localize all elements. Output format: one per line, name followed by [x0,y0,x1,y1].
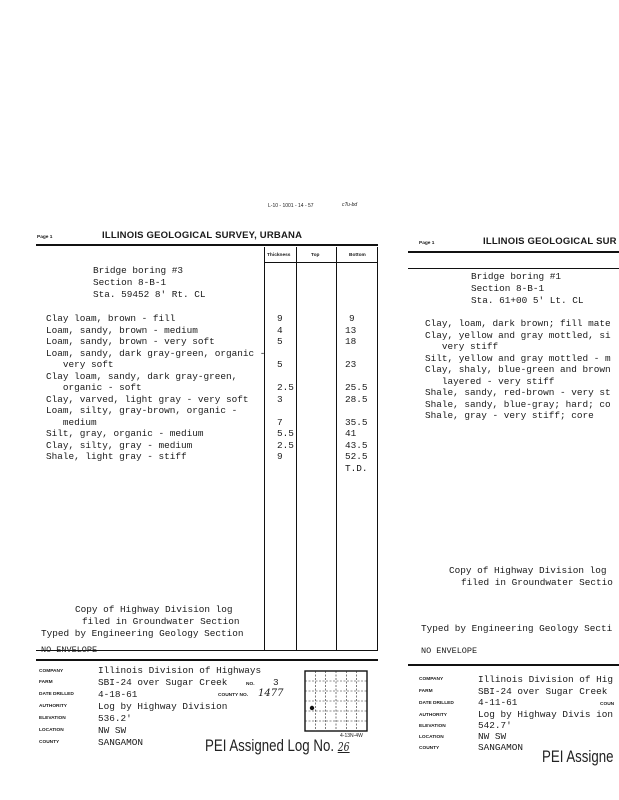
column-header-rule [408,268,619,269]
elevation-value: 542.7' [478,720,512,731]
strata-desc: Clay, yellow and gray mottled, si [425,329,611,341]
strata-desc: Loam, sandy, brown - very soft [46,336,215,347]
page-label: Page 1 [37,235,53,240]
strata-desc: Shale, gray - very stiff; core [425,410,594,421]
label-company: COMPANY [39,669,64,674]
copy-note: Copy of Highway Division log [449,565,607,576]
pei-stamp [205,736,350,756]
col-bottom: Bottom [349,253,366,258]
page-label: Page 1 [419,241,435,246]
strata-desc: Loam, sandy, brown - medium [46,324,198,336]
column-divider [264,247,265,650]
sheet-title: ILLINOIS GEOLOGICAL SURVEY, URBANA [102,230,303,241]
intro-line: Bridge boring #1 [471,271,562,282]
sheet-title: ILLINOIS GEOLOGICAL SUR [483,236,617,247]
no-value: 3 [273,677,279,688]
strata-thickness: 2.5 [277,382,294,393]
intro-line: Section 8-B-1 [93,277,167,288]
label-authority: AUTHORITY [39,704,67,709]
typed-by: Typed by Engineering Geology Section [41,628,244,639]
farm-value: SBI-24 over Sugar Creek [98,677,228,688]
strata-bottom: 52.5 [345,451,368,462]
column-header-rule [264,262,378,263]
date-value: 4-18-61 [98,689,138,700]
company-value: Illinois Division of Highways [98,665,262,676]
label-date: DATE DRILLED [39,692,74,697]
label-date: DATE DRILLED [419,701,454,706]
strata-desc: Clay loam, sandy, dark gray-green, [46,370,238,382]
label-company: COMPANY [419,677,444,682]
strata-bottom: 9 [349,313,355,324]
label-location: LOCATION [39,728,64,733]
strata-desc: Silt, yellow and gray mottled - m [425,352,611,364]
strata-thickness: 4 [277,324,283,336]
typed-by: Typed by Engineering Geology Secti [421,623,613,634]
strata-desc: Clay, silty, gray - medium [46,439,193,451]
column-divider [296,247,297,650]
title-rule [408,251,619,253]
envelope-note: NO ENVELOPE [41,645,98,655]
envelope-note: NO ENVELOPE [421,646,478,656]
title-rule [36,244,378,246]
column-divider [377,247,378,650]
authority-value: Log by Highway Division [98,701,228,712]
strata-desc: Shale, sandy, blue-gray; hard; co [425,398,611,410]
section-grid [304,670,368,732]
label-county: COUNTY [39,740,60,745]
location-value: NW SW [478,731,507,742]
pei-label: PEI Assigned Log No. [205,736,335,755]
label-authority: AUTHORITY [419,713,447,718]
pei-stamp: PEI Assigne [542,747,614,766]
strata-thickness: 9 [277,451,283,462]
strata-bottom: 13 [345,324,357,336]
pei-value: 26 [337,740,350,754]
date-value: 4-11-61 [478,697,518,708]
strata-desc: Silt, gray, organic - medium [46,428,204,439]
strata-desc: Shale, light gray - stiff [46,451,187,462]
well-location-dot [310,706,314,710]
strata-desc: Clay, varved, light gray - very soft [46,393,249,405]
intro-line: Sta. 59452 8' Rt. CL [93,289,206,300]
label-county-partial: COUN [600,702,615,707]
strata-desc: medium [46,416,97,428]
county-value: SANGAMON [98,737,144,748]
strata-bottom: 25.5 [345,382,368,393]
label-elevation: ELEVATION [39,716,66,721]
strata-bottom: T.D. [345,462,368,474]
strata-desc: Loam, sandy, dark gray-green, organic - [46,347,266,359]
county-value: SANGAMON [478,742,524,753]
col-thickness: Thickness [267,253,291,258]
col-top: Top [311,253,320,258]
strata-desc: very stiff [425,341,499,352]
label-farm: FARM [419,689,433,694]
strata-desc: Shale, sandy, red-brown - very st [425,387,611,398]
copy-note: filed in Groundwater Section [82,616,240,627]
label-no: NO. [246,682,255,687]
company-value: Illinois Division of Hig [478,674,614,685]
label-county-no: COUNTY NO. [218,693,249,698]
strata-thickness: 5 [277,336,283,347]
farm-value: SBI-24 over Sugar Creek [478,686,608,697]
strata-thickness: 5.5 [277,428,294,439]
intro-line: Sta. 61+00 5' Lt. CL [471,295,584,306]
label-elevation: ELEVATION [419,724,446,729]
strata-bottom: 43.5 [345,439,368,451]
label-farm: FARM [39,680,53,685]
strata-bottom: 18 [345,336,357,347]
info-rule [36,659,378,661]
strata-bottom: 41 [345,428,357,439]
strata-desc: Clay loam, brown - fill [46,313,176,324]
info-rule [408,664,619,666]
label-county: COUNTY [419,746,440,751]
strata-bottom: 35.5 [345,416,368,428]
strata-thickness: 2.5 [277,439,294,451]
strata-bottom: 28.5 [345,393,368,405]
elevation-value: 536.2' [98,713,132,724]
strata-desc: Clay, loam, dark brown; fill mate [425,318,611,329]
strata-desc: very soft [46,359,114,370]
strata-desc: Clay, shaly, blue-green and brown [425,364,611,375]
authority-value: Log by Highway Divis ion [478,709,614,720]
label-location: LOCATION [419,735,444,740]
intro-line: Bridge boring #3 [93,265,184,276]
strata-thickness: 5 [277,359,283,370]
strata-desc: organic - soft [46,382,142,393]
intro-line: Section 8-B-1 [471,283,545,294]
strata-desc: layered - very stiff [425,375,555,387]
strata-thickness: 9 [277,313,283,324]
strata-desc: Loam, silty, gray-brown, organic - [46,405,238,416]
strata-bottom: 23 [345,359,357,370]
top-handwritten-mark: cTu-bd [342,202,358,208]
strata-thickness: 3 [277,393,283,405]
copy-note: Copy of Highway Division log [75,604,233,615]
county-no-value: 1477 [258,688,284,699]
copy-note: filed in Groundwater Sectio [461,577,613,588]
column-divider [336,247,337,650]
grid-caption: 4-13N-4W [340,733,363,739]
top-note: L-10 - 1001 - 14 - 57 [268,203,314,209]
location-value: NW SW [98,725,127,736]
strata-thickness: 7 [277,416,283,428]
